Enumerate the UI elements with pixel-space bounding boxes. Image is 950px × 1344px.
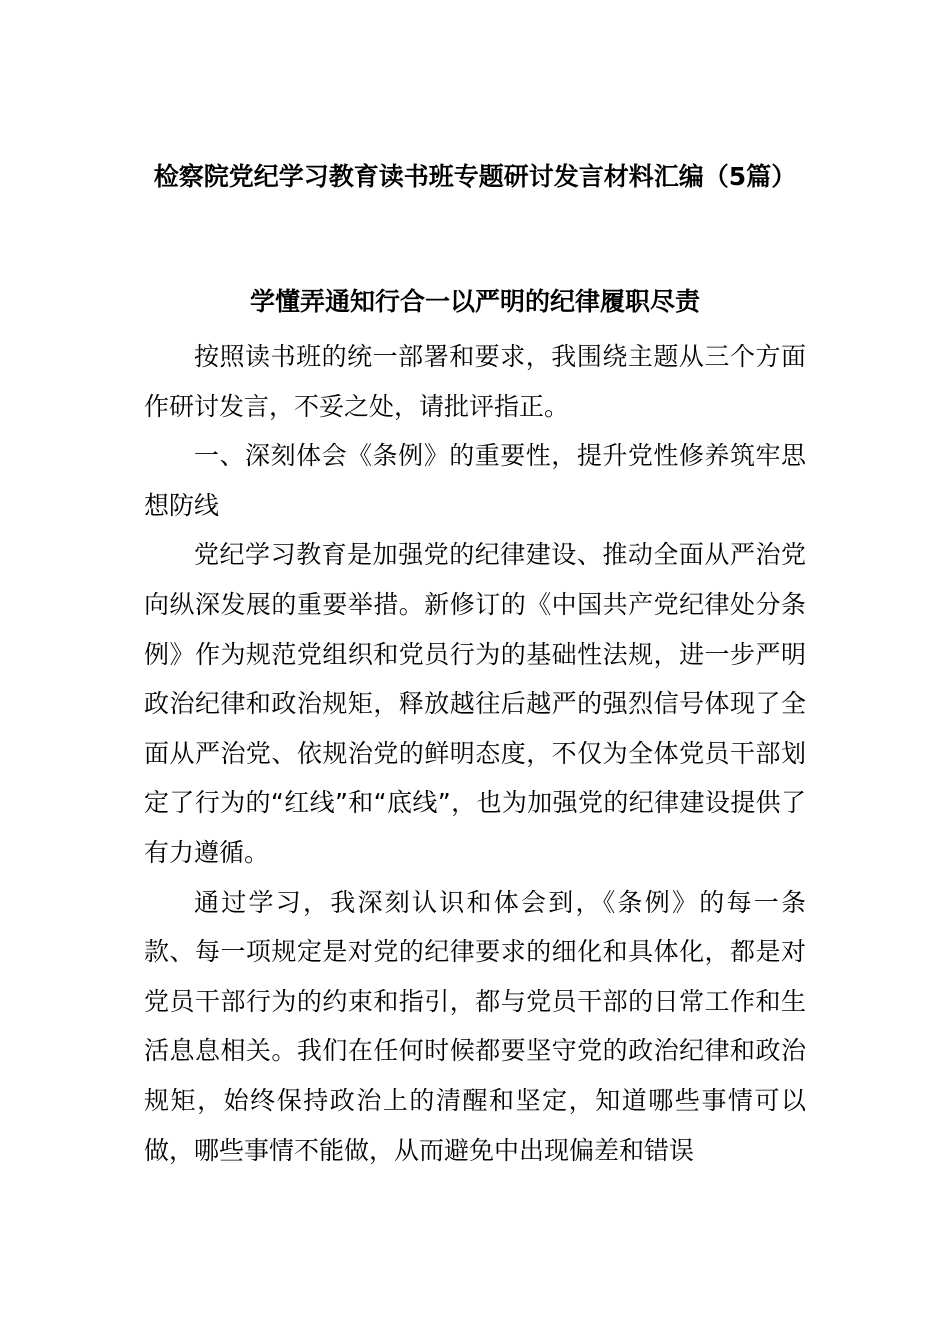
section-title: 学懂弄通知行合一以严明的纪律履职尽责	[249, 287, 700, 316]
paragraph-heading-one: 一、深刻体会《条例》的重要性，提升党性修养筑牢思想防线	[144, 441, 806, 520]
paragraph-intro: 按照读书班的统一部署和要求，我围绕主题从三个方面作研讨发言，不妥之处，请批评指正。	[144, 342, 806, 421]
paragraph-study-reflection: 通过学习，我深刻认识和体会到，《条例》的每一条款、每一项规定是对党的纪律要求的细化和具体化，都是对党员干部行为的约束和指引，都与党员干部的日常工作和生活息息相关。我们在任何时候都要坚守党的政治纪律和政治规矩，始终保持政治上的清醒和坚定，知道哪些事情可以做，哪些事情不能做，从而避免中出现偏差和错误	[144, 887, 806, 1165]
document-title: 检察院党纪学习教育读书班专题研讨发言材料汇编（5篇）	[153, 162, 797, 191]
document-body	[144, 332, 806, 1175]
paragraph-discipline-education: 党纪学习教育是加强党的纪律建设、推动全面从严治党向纵深发展的重要举措。新修订的《中国共产党纪律处分条例》作为规范党组织和党员行为的基础性法规，进一步严明政治纪律和政治规矩，释放越往后越严的强烈信号体现了全面从严治党、依规治党的鲜明态度，不仅为全体党员干部划定了行为的“红线”和“底线”，也为加强党的纪律建设提供了有力遵循。	[144, 540, 806, 867]
